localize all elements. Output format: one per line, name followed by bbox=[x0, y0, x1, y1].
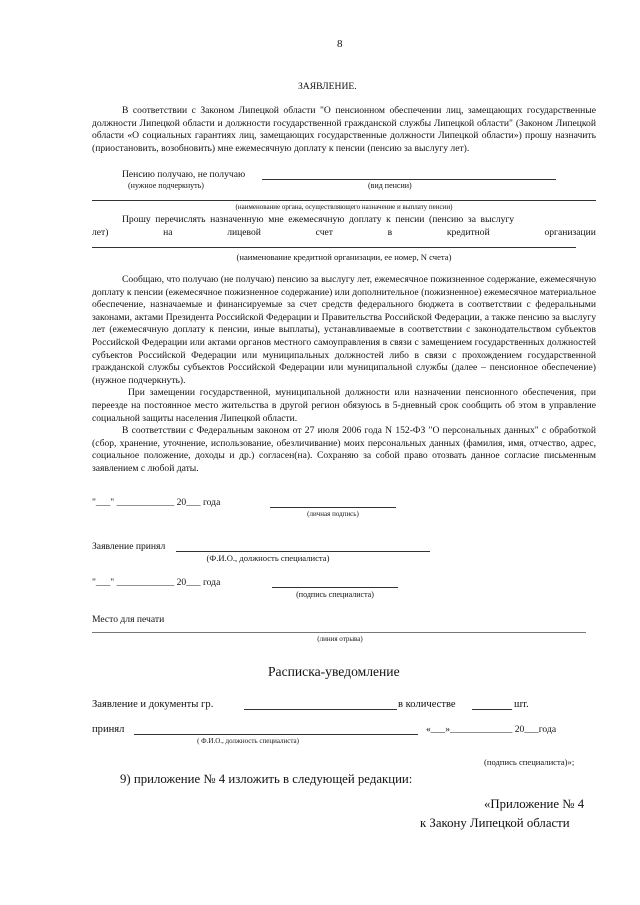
report-text: Сообщаю, что получаю (не получаю) пенсию за выслугу лет, ежемесячное пожизненное содержание, ежемесячную доплату к пенсии (ежемесячное пожизненное содержание) или дополнительное (пожизненное) ежемесячное материальное обеспечение, назначаемые и финансируемые за счет средств федерального бюджета в соответствии с федеральными законами, актами Президента Российской Федерации и Правительства Российской Федерации, а также пенсию за выслугу лет (ежемесячную доплату к пенсии, иные выплаты), устанавливаемые в соответствии с законодательством субъектов Российской Федерации или актами органов местного самоуправления в связи с замещением государственных должностей субъектов Российской Федерации или муниципальных должностей либо в связи с прохождением государственной гражданской службы субъектов Российской Федерации или муниципальной службы (далее – пенсионное обеспечение) (нужное подчеркнуть). bbox=[92, 274, 596, 386]
bank-caption: (наименование кредитной организации, ее номер, N счета) bbox=[236, 252, 452, 262]
transfer-word: организации bbox=[544, 227, 596, 238]
transfer-word: в bbox=[387, 227, 393, 238]
specialist-sign-caption-2: (подпись специалиста)»; bbox=[484, 757, 575, 767]
organ-caption: (наименование органа, осуществляющего назначение и выплату пенсии) bbox=[235, 203, 453, 211]
organ-field[interactable] bbox=[92, 200, 596, 201]
receipt-date[interactable]: «___»_____________ 20___года bbox=[426, 724, 557, 735]
bank-field[interactable] bbox=[92, 247, 576, 248]
accepted-label: Заявление принял bbox=[92, 541, 166, 552]
specialist-sign-field[interactable] bbox=[272, 587, 398, 588]
receipt-count-label: в количестве bbox=[398, 699, 456, 710]
amendment-item: 9) приложение № 4 изложить в следующей редакции: bbox=[120, 772, 413, 786]
report-paragraph bbox=[92, 274, 596, 476]
intro-paragraph bbox=[92, 105, 596, 155]
transfer-word: кредитной bbox=[446, 227, 490, 238]
transfer-word: лет) bbox=[92, 227, 109, 238]
receipt-title: Расписка-уведомление bbox=[268, 664, 400, 679]
transfer-line: Прошу перечислять назначенную мне ежемесячную доплату к пенсии (пенсию за выслугу bbox=[122, 214, 515, 225]
page-number: 8 bbox=[337, 38, 343, 50]
underline-caption: (нужное подчеркнуть) bbox=[128, 181, 204, 190]
appendix-subtitle: к Закону Липецкой области bbox=[420, 816, 570, 830]
pension-type-field[interactable] bbox=[262, 179, 556, 180]
cut-line bbox=[92, 632, 586, 633]
application-title: ЗАЯВЛЕНИЕ. bbox=[298, 81, 357, 92]
appendix-title: «Приложение № 4 bbox=[484, 797, 585, 811]
receipt-docs-label: Заявление и документы гр. bbox=[92, 699, 214, 710]
stamp-place-label: Место для печати bbox=[92, 614, 165, 625]
receipt-pcs-label: шт. bbox=[514, 699, 529, 710]
accepted-by-field[interactable] bbox=[176, 551, 430, 552]
transfer-word: счет bbox=[315, 227, 333, 238]
cut-line-caption: (линия отрыва) bbox=[317, 635, 363, 643]
transfer-word: лицевой bbox=[227, 227, 261, 238]
personal-sign-field[interactable] bbox=[270, 507, 396, 508]
personal-sign-caption: (личная подпись) bbox=[307, 510, 359, 518]
transfer-line-2 bbox=[92, 227, 596, 239]
receipt-specialist-field[interactable] bbox=[134, 734, 418, 735]
fio-position-caption-small: ( Ф.И.О., должность специалиста) bbox=[197, 737, 299, 745]
consent-text: В соответствии с Федеральным законом от 27 июля 2006 года N 152-ФЗ "О персональных данных" с обработкой (сбор, хранение, уточнение, использование, обезличивание) моих персональных данных (фамилия, имя, отчество, адрес, социальное положение, доходы и др.) согласен(на). Сохраняю за собой право отозвать данное согласие письменным заявлением с любой даты. bbox=[92, 425, 596, 474]
transfer-word: на bbox=[163, 227, 173, 238]
count-field[interactable] bbox=[472, 709, 512, 710]
receipt-accepted-label: принял bbox=[92, 724, 125, 735]
citizen-name-field[interactable] bbox=[244, 709, 397, 710]
intro-text: В соответствии с Законом Липецкой области "О пенсионном обеспечении лиц, замещающих государственные должности Липецкой области и должности государственной гражданской службы Липецкой области" (Законом Липецкой области «О социальных гарантиях лиц, замещающих государственные должности Липецкой области») прошу назначить (приостановить, возобновить) мне ежемесячную доплату к пенсии (пенсию за выслугу лет). bbox=[92, 105, 596, 154]
fio-position-caption: (Ф.И.О., должность специалиста) bbox=[206, 553, 330, 563]
obligation-text: При замещении государственной, муниципальной должности или назначении пенсионного обеспечения, при переезде на постоянное место жительства в другой регион обязуюсь в 5-дневный срок сообщить об этом в управление социальной защиты населения Липецкой области. bbox=[92, 387, 596, 424]
date-line[interactable]: "___" ____________ 20___ года bbox=[92, 497, 221, 508]
specialist-sign-caption: (подпись специалиста) bbox=[296, 590, 374, 599]
pension-type-caption: (вид пенсии) bbox=[368, 181, 412, 190]
pension-status-line: Пенсию получаю, не получаю bbox=[122, 169, 246, 180]
date-line-2[interactable]: "___" ____________ 20___ года bbox=[92, 577, 221, 588]
